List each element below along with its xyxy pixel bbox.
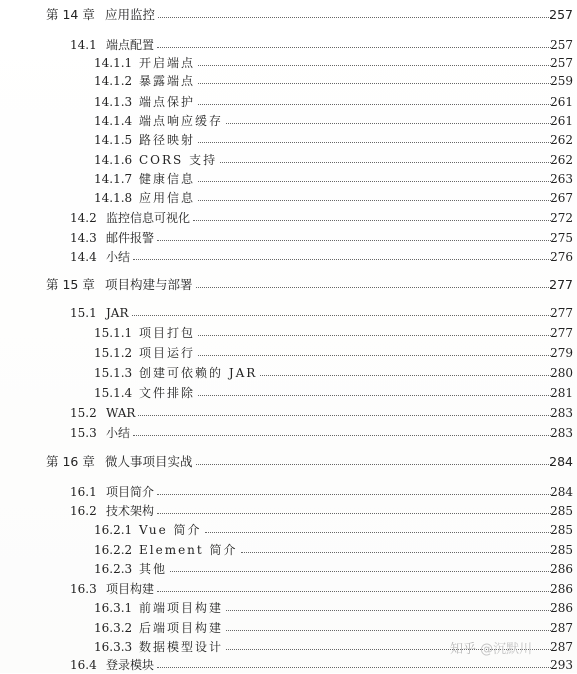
toc-section-entry bbox=[0, 36, 577, 54]
dot-leader bbox=[198, 200, 551, 201]
dot-leader bbox=[132, 315, 551, 316]
entry-title: 端点保护 bbox=[139, 95, 196, 109]
entry-title: 前端项目构建 bbox=[139, 601, 224, 615]
dot-leader bbox=[193, 220, 551, 221]
dot-leader bbox=[220, 162, 551, 163]
toc-section-entry bbox=[0, 502, 577, 520]
entry-number: 16.2.3 bbox=[94, 562, 133, 576]
entry-number: 16.3 bbox=[70, 582, 97, 596]
dot-leader bbox=[138, 415, 551, 416]
entry-page-number: 261 bbox=[550, 114, 573, 128]
dot-leader bbox=[196, 287, 551, 288]
dot-leader bbox=[226, 630, 551, 631]
entry-page-number: 286 bbox=[550, 562, 573, 576]
dot-leader bbox=[205, 532, 551, 533]
entry-title: 登录模块 bbox=[106, 658, 155, 672]
toc-section-entry bbox=[0, 424, 577, 442]
toc-subsection-entry bbox=[0, 151, 577, 169]
entry-title: 项目运行 bbox=[139, 346, 196, 360]
watermark-user: @沉默川 bbox=[480, 642, 533, 657]
entry-page-number: 277 bbox=[549, 277, 573, 292]
entry-page-number: 276 bbox=[550, 250, 573, 264]
entry-title: Element 简介 bbox=[139, 543, 238, 557]
dot-leader bbox=[198, 335, 551, 336]
watermark-site: 知乎 bbox=[450, 642, 477, 657]
toc-section-entry bbox=[0, 404, 577, 422]
dot-leader bbox=[198, 181, 551, 182]
entry-page-number: 272 bbox=[550, 211, 573, 225]
dot-leader bbox=[196, 464, 551, 465]
entry-number: 14.1.3 bbox=[94, 95, 133, 109]
dot-leader bbox=[198, 395, 551, 396]
entry-title: 创建可依赖的 JAR bbox=[139, 366, 258, 380]
entry-title: Vue 简介 bbox=[139, 523, 202, 537]
entry-title: 应用监控 bbox=[105, 7, 156, 22]
toc-subsection-entry bbox=[0, 131, 577, 149]
entry-page-number: 285 bbox=[550, 523, 573, 537]
entry-page-number: 257 bbox=[549, 7, 573, 22]
entry-number: 第 15 章 bbox=[46, 277, 95, 292]
toc-subsection-entry bbox=[0, 384, 577, 402]
entry-title: 技术架构 bbox=[106, 504, 155, 518]
toc-subsection-entry bbox=[0, 521, 577, 539]
entry-page-number: 277 bbox=[550, 306, 573, 320]
entry-page-number: 283 bbox=[550, 406, 573, 420]
toc-section-entry bbox=[0, 229, 577, 247]
dot-leader bbox=[157, 591, 551, 592]
toc-subsection-entry bbox=[0, 112, 577, 130]
entry-title: 暴露端点 bbox=[139, 74, 196, 88]
dot-leader bbox=[226, 123, 551, 124]
entry-page-number: 275 bbox=[550, 231, 573, 245]
dot-leader bbox=[157, 494, 551, 495]
entry-number: 14.1.7 bbox=[94, 172, 133, 186]
entry-number: 14.3 bbox=[70, 231, 97, 245]
dot-leader bbox=[157, 667, 551, 668]
toc-subsection-entry bbox=[0, 364, 577, 382]
dot-leader bbox=[241, 552, 551, 553]
toc-section-entry bbox=[0, 248, 577, 266]
dot-leader bbox=[158, 17, 551, 18]
entry-number: 16.2.1 bbox=[94, 523, 133, 537]
entry-title: 项目构建 bbox=[106, 582, 155, 596]
toc-subsection-entry bbox=[0, 619, 577, 637]
entry-title: 后端项目构建 bbox=[139, 621, 224, 635]
entry-number: 14.4 bbox=[70, 250, 97, 264]
toc-subsection-entry bbox=[0, 541, 577, 559]
entry-number: 14.1.2 bbox=[94, 74, 133, 88]
entry-page-number: 286 bbox=[550, 582, 573, 596]
entry-page-number: 261 bbox=[550, 95, 573, 109]
entry-page-number: 285 bbox=[550, 504, 573, 518]
dot-leader bbox=[157, 240, 551, 241]
entry-number: 第 16 章 bbox=[46, 454, 95, 469]
toc-section-entry bbox=[0, 209, 577, 227]
entry-title: 健康信息 bbox=[139, 172, 196, 186]
entry-title: CORS 支持 bbox=[139, 153, 218, 167]
entry-number: 15.3 bbox=[70, 426, 97, 440]
dot-leader bbox=[260, 375, 551, 376]
entry-title: 小结 bbox=[106, 426, 131, 440]
entry-page-number: 267 bbox=[550, 191, 573, 205]
entry-title: 端点响应缓存 bbox=[139, 114, 224, 128]
entry-number: 16.1 bbox=[70, 485, 97, 499]
entry-number: 15.1 bbox=[70, 306, 97, 320]
entry-number: 14.2 bbox=[70, 211, 97, 225]
toc-subsection-entry bbox=[0, 189, 577, 207]
entry-page-number: 257 bbox=[550, 56, 573, 70]
entry-number: 14.1.5 bbox=[94, 133, 133, 147]
entry-page-number: 277 bbox=[550, 326, 573, 340]
toc-subsection-entry bbox=[0, 560, 577, 578]
entry-title: WAR bbox=[106, 406, 136, 420]
toc-chapter-entry bbox=[0, 6, 577, 24]
entry-number: 15.1.4 bbox=[94, 386, 133, 400]
dot-leader bbox=[133, 435, 551, 436]
entry-title: 监控信息可视化 bbox=[106, 211, 191, 225]
entry-number: 16.4 bbox=[70, 658, 97, 672]
entry-number: 14.1.1 bbox=[94, 56, 133, 70]
entry-title: JAR bbox=[106, 306, 129, 320]
entry-page-number: 259 bbox=[550, 74, 573, 88]
toc-section-entry bbox=[0, 483, 577, 501]
entry-page-number: 263 bbox=[550, 172, 573, 186]
entry-title: 小结 bbox=[106, 250, 131, 264]
entry-title: 邮件报警 bbox=[106, 231, 155, 245]
entry-title: 文件排除 bbox=[139, 386, 196, 400]
entry-title: 其他 bbox=[139, 562, 168, 576]
entry-page-number: 284 bbox=[549, 454, 573, 469]
entry-page-number: 283 bbox=[550, 426, 573, 440]
toc-subsection-entry bbox=[0, 93, 577, 111]
toc-subsection-entry bbox=[0, 599, 577, 617]
entry-title: 开启端点 bbox=[139, 56, 196, 70]
entry-number: 15.2 bbox=[70, 406, 97, 420]
toc-subsection-entry bbox=[0, 54, 577, 72]
entry-title: 项目简介 bbox=[106, 485, 155, 499]
dot-leader bbox=[133, 259, 551, 260]
entry-number: 第 14 章 bbox=[46, 7, 95, 22]
toc-subsection-entry bbox=[0, 344, 577, 362]
dot-leader bbox=[170, 571, 551, 572]
dot-leader bbox=[226, 610, 551, 611]
watermark bbox=[450, 638, 532, 657]
entry-number: 14.1.8 bbox=[94, 191, 133, 205]
entry-number: 14.1.4 bbox=[94, 114, 133, 128]
entry-page-number: 257 bbox=[550, 38, 573, 52]
toc-subsection-entry bbox=[0, 72, 577, 90]
dot-leader bbox=[157, 513, 551, 514]
toc-section-entry bbox=[0, 580, 577, 598]
entry-page-number: 280 bbox=[550, 366, 573, 380]
entry-title: 项目打包 bbox=[139, 326, 196, 340]
entry-number: 16.2.2 bbox=[94, 543, 133, 557]
toc-chapter-entry bbox=[0, 453, 577, 471]
toc-chapter-entry bbox=[0, 276, 577, 294]
dot-leader bbox=[198, 142, 551, 143]
entry-title: 应用信息 bbox=[139, 191, 196, 205]
toc-section-entry bbox=[0, 656, 577, 674]
entry-number: 16.3.2 bbox=[94, 621, 133, 635]
entry-page-number: 262 bbox=[550, 133, 573, 147]
dot-leader bbox=[198, 355, 551, 356]
dot-leader bbox=[198, 104, 551, 105]
entry-title: 数据模型设计 bbox=[139, 640, 224, 654]
dot-leader bbox=[198, 65, 551, 66]
entry-page-number: 286 bbox=[550, 601, 573, 615]
toc-subsection-entry bbox=[0, 324, 577, 342]
entry-number: 16.3.3 bbox=[94, 640, 133, 654]
entry-title: 微人事项目实战 bbox=[105, 454, 193, 469]
entry-number: 14.1 bbox=[70, 38, 97, 52]
entry-page-number: 262 bbox=[550, 153, 573, 167]
entry-number: 15.1.2 bbox=[94, 346, 133, 360]
entry-page-number: 279 bbox=[550, 346, 573, 360]
entry-number: 16.2 bbox=[70, 504, 97, 518]
toc-section-entry bbox=[0, 304, 577, 322]
entry-number: 15.1.1 bbox=[94, 326, 133, 340]
entry-title: 项目构建与部署 bbox=[105, 277, 193, 292]
entry-title: 路径映射 bbox=[139, 133, 196, 147]
entry-page-number: 281 bbox=[550, 386, 573, 400]
entry-page-number: 287 bbox=[550, 621, 573, 635]
entry-number: 15.1.3 bbox=[94, 366, 133, 380]
dot-leader bbox=[198, 83, 551, 84]
entry-page-number: 287 bbox=[550, 640, 573, 654]
entry-page-number: 285 bbox=[550, 543, 573, 557]
dot-leader bbox=[157, 47, 551, 48]
entry-title: 端点配置 bbox=[106, 38, 155, 52]
entry-page-number: 293 bbox=[550, 658, 573, 672]
entry-number: 14.1.6 bbox=[94, 153, 133, 167]
toc-subsection-entry bbox=[0, 170, 577, 188]
entry-page-number: 284 bbox=[550, 485, 573, 499]
entry-number: 16.3.1 bbox=[94, 601, 133, 615]
